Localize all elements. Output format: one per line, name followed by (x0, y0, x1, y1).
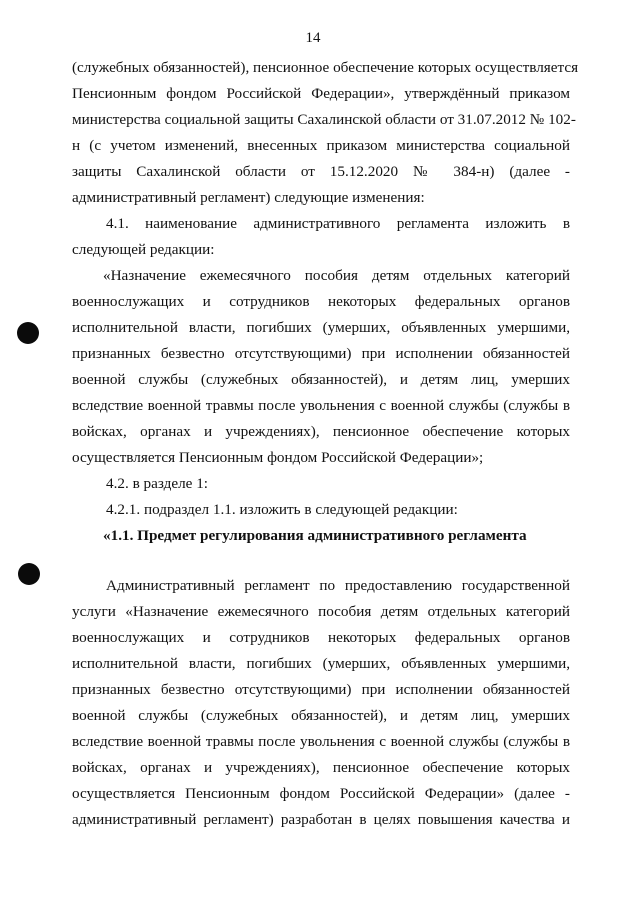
text-line: 4.1. наименование административного регламента изложить в (106, 215, 570, 232)
text-line: Пенсионным фондом Российской Федерации», утверждённый приказом (72, 85, 570, 102)
text-line: военнослужащих и сотрудников некоторых федеральных органов (72, 629, 570, 646)
text-line: осуществляется Пенсионным фондом Российской Федерации» (далее - (72, 785, 570, 802)
punch-hole-lower (18, 563, 40, 585)
text-line: услуги «Назначение ежемесячного пособия детям отдельных категорий (72, 603, 570, 620)
text-line: признанных безвестно отсутствующими) при исполнении обязанностей (72, 345, 570, 362)
text-line: н (с учетом изменений, внесенных приказом министерства социальной (72, 137, 570, 154)
text-line: военной службы (служебных обязанностей), и детям лиц, умерших (72, 707, 570, 724)
punch-hole-upper (17, 322, 39, 344)
text-line: войсках, органах и учреждениях), пенсионное обеспечение которых (72, 423, 570, 440)
text-line: признанных безвестно отсутствующими) при исполнении обязанностей (72, 681, 570, 698)
text-line: защиты Сахалинской области от 15.12.2020 № 384-н) (далее - (72, 163, 570, 180)
text-line: министерства социальной защиты Сахалинской области от 31.07.2012 № 102- (72, 111, 576, 128)
text-line: (служебных обязанностей), пенсионное обеспечение которых осуществляется (72, 59, 579, 76)
text-line: «Назначение ежемесячного пособия детям отдельных категорий (103, 267, 570, 284)
text-line: административный регламент) следующие изменения: (72, 189, 425, 206)
text-line: 4.2.1. подраздел 1.1. изложить в следующей редакции: (106, 501, 458, 518)
text-line: вследствие военной травмы после увольнения с военной службы (службы в (72, 397, 570, 414)
text-line: военнослужащих и сотрудников некоторых федеральных органов (72, 293, 570, 310)
text-line: войсках, органах и учреждениях), пенсионное обеспечение которых (72, 759, 570, 776)
text-line: исполнительной власти, погибших (умерших, объявленных умершими, (72, 319, 570, 336)
text-line: 4.2. в разделе 1: (106, 475, 209, 492)
text-line: Административный регламент по предоставлению государственной (106, 577, 570, 594)
text-line: осуществляется Пенсионным фондом Российской Федерации»; (72, 449, 484, 466)
section-heading: «1.1. Предмет регулирования административного регламента (103, 527, 527, 544)
text-line: военной службы (служебных обязанностей), и детям лиц, умерших (72, 371, 570, 388)
page-number: 14 (305, 30, 321, 46)
text-line: вследствие военной травмы после увольнения с военной службы (службы в (72, 733, 570, 750)
text-line: административный регламент) разработан в целях повышения качества и (72, 811, 570, 828)
text-line: следующей редакции: (72, 241, 215, 258)
text-line: исполнительной власти, погибших (умерших, объявленных умершими, (72, 655, 570, 672)
